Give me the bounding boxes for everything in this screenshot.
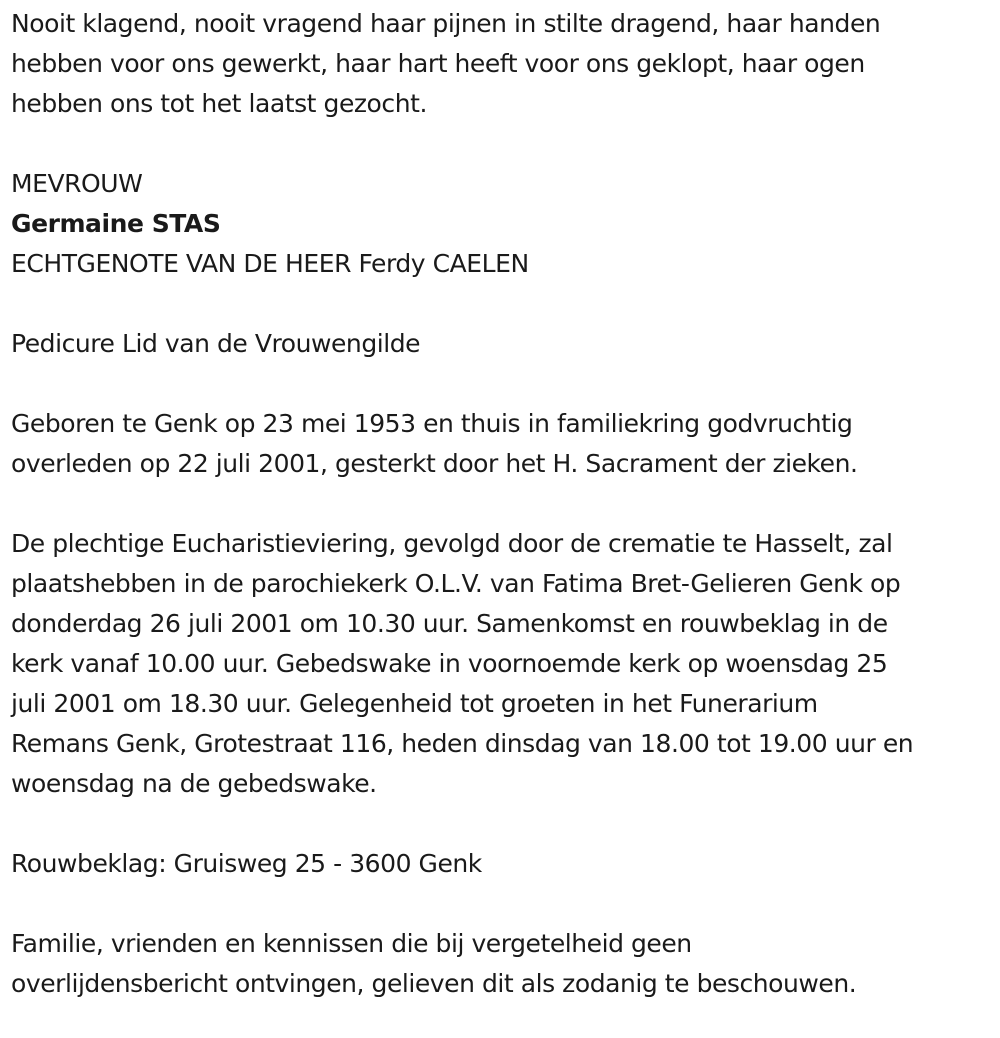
birth-death-paragraph — [11, 404, 991, 484]
occupation-text: Pedicure Lid van de Vrouwengilde — [11, 329, 421, 358]
occupation — [11, 324, 991, 364]
condolence-address-text: Rouwbeklag: Gruisweg 25 - 3600 Genk — [11, 849, 482, 878]
ceremony-paragraph — [11, 524, 991, 804]
intro-line: hebben ons tot het laatst gezocht. — [11, 89, 427, 118]
intro-line: hebben voor ons gewerkt, haar hart heeft voor ons geklopt, haar ogen — [11, 49, 865, 78]
deceased-block — [11, 164, 991, 284]
ceremony-line: donderdag 26 juli 2001 om 10.30 uur. Samenkomst en rouwbeklag in de — [11, 609, 888, 638]
condolence-address — [11, 844, 991, 884]
birth-death-line: overleden op 22 juli 2001, gesterkt door het H. Sacrament der zieken. — [11, 449, 858, 478]
deceased-name: Germaine STAS — [11, 209, 221, 238]
intro-line: Nooit klagend, nooit vragend haar pijnen in stilte dragend, haar handen — [11, 9, 881, 38]
birth-death-line: Geboren te Genk op 23 mei 1953 en thuis in familiekring godvruchtig — [11, 409, 853, 438]
closing-paragraph — [11, 924, 991, 1004]
ceremony-line: woensdag na de gebedswake. — [11, 769, 377, 798]
deceased-spouse: ECHTGENOTE VAN DE HEER Ferdy CAELEN — [11, 249, 529, 278]
ceremony-line: kerk vanaf 10.00 uur. Gebedswake in voornoemde kerk op woensdag 25 — [11, 649, 888, 678]
closing-line: Familie, vrienden en kennissen die bij vergetelheid geen — [11, 929, 692, 958]
closing-line: overlijdensbericht ontvingen, gelieven dit als zodanig te beschouwen. — [11, 969, 857, 998]
ceremony-line: plaatshebben in de parochiekerk O.L.V. van Fatima Bret-Gelieren Genk op — [11, 569, 901, 598]
intro-verse — [11, 4, 991, 124]
ceremony-line: juli 2001 om 18.30 uur. Gelegenheid tot groeten in het Funerarium — [11, 689, 818, 718]
ceremony-line: De plechtige Eucharistieviering, gevolgd door de crematie te Hasselt, zal — [11, 529, 893, 558]
ceremony-line: Remans Genk, Grotestraat 116, heden dinsdag van 18.00 tot 19.00 uur en — [11, 729, 914, 758]
death-notice — [11, 4, 991, 1004]
deceased-title: MEVROUW — [11, 169, 143, 198]
